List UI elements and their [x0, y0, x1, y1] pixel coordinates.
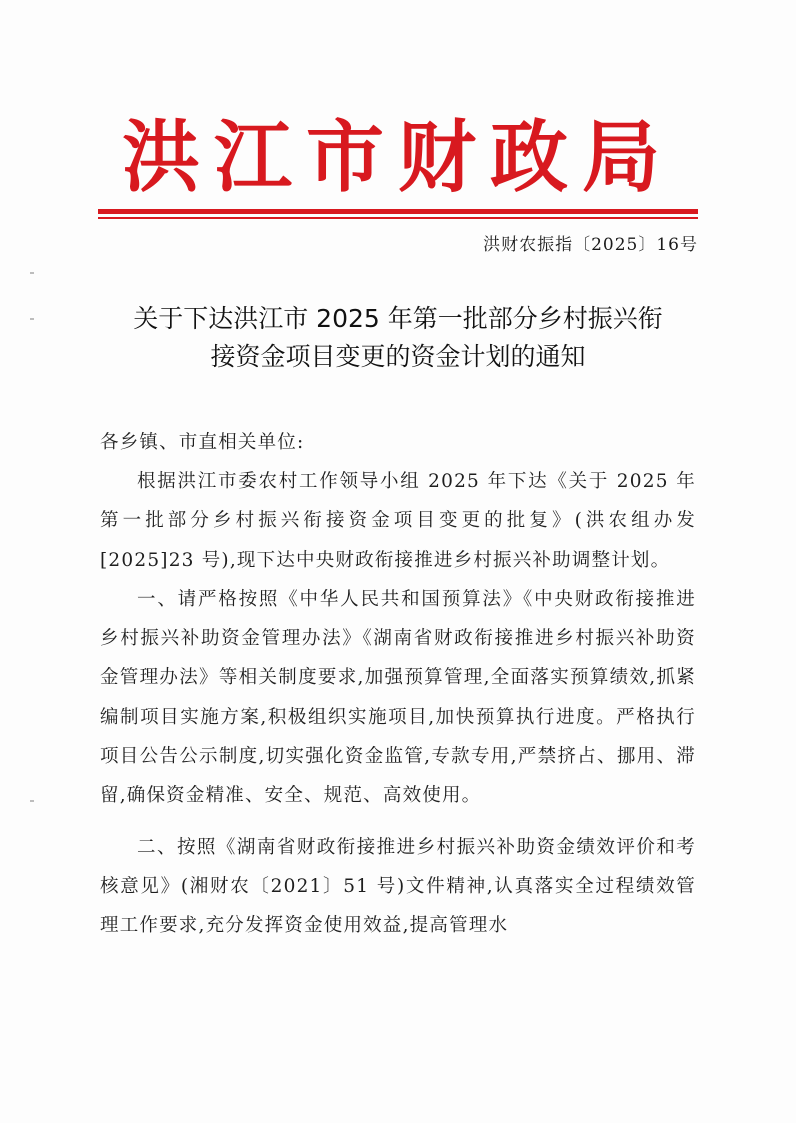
document-body [100, 424, 696, 946]
scan-edge-mark [30, 272, 34, 274]
salutation: 各乡镇、市直相关单位: [100, 432, 305, 453]
document-title [98, 300, 698, 376]
paragraph-1: 根据洪江市委农村工作领导小组 2025 年下达《关于 2025 年第一批部分乡村振兴衔接资金项目变更的批复》(洪农组办发[2025]23 号),现下达中央财政衔接推进乡村振兴补助调整计划。 [100, 471, 696, 571]
document-number: 洪财农振指〔2025〕16号 [483, 235, 698, 255]
paragraph-2: 一、请严格按照《中华人民共和国预算法》《中央财政衔接推进乡村振兴补助资金管理办法》《湖南省财政衔接推进乡村振兴补助资金管理办法》等相关制度要求,加强预算管理,全面落实预算绩效,抓紧编制项目实施方案,积极组织实施项目,加快预算执行进度。严格执行项目公告公示制度,切实强化资金监管,专款专用,严禁挤占、挪用、滞留,确保资金精准、安全、规范、高效使用。 [100, 588, 696, 807]
paragraph-3: 二、按照《湖南省财政衔接推进乡村振兴补助资金绩效评价和考核意见》(湘财农〔2021〕51 号)文件精神,认真落实全过程绩效管理工作要求,充分发挥资金使用效益,提高管理水 [100, 836, 696, 937]
red-header-rule-thin [98, 217, 698, 219]
title-line-2: 接资金项目变更的资金计划的通知 [210, 342, 586, 371]
scan-edge-mark [30, 318, 34, 320]
scan-edge-mark [30, 800, 34, 802]
red-header-rule-thick [98, 209, 698, 214]
issuer-masthead: 洪江市财政局 [121, 112, 674, 203]
title-line-1: 关于下达洪江市 2025 年第一批部分乡村振兴衔 [133, 304, 663, 333]
